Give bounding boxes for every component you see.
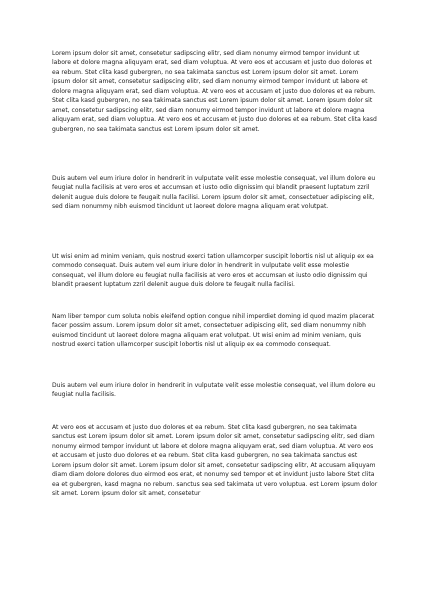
paragraph-4: Nam liber tempor cum soluta nobis eleifend option congue nihil imperdiet doming id quod mazim placerat facer possim assum. Lorem ipsum dolor sit amet, consectetuer adipiscing elit, sed diam nonummy nibh euismod tincidunt ut laoreet dolore magna aliquam erat volutpat. Ut wisi enim ad minim veniam, quis nostrud exerci tation ullamcorper suscipit lobortis nisl ut aliquip ex ea commodo consequat. [52, 312, 375, 349]
paragraph-1: Lorem ipsum dolor sit amet, consetetur sadipscing elitr, sed diam nonumy eirmod tempor invidunt ut labore et dolore magna aliquyam erat, sed diam voluptua. At vero eos et accusam et justo duo dolores et ea rebum. Stet clita kasd gubergren, no sea takimata sanctus est Lorem ipsum dolor sit amet. Lorem ipsum dolor sit amet, consetetur sadipscing elitr, sed diam nonumy eirmod tempor invidunt ut labore et dolore magna aliquyam erat, sed diam voluptua. At vero eos et accusam et justo duo dolores et ea rebum. Stet clita kasd gubergren, no sea takimata sanctus est Lorem ipsum dolor sit amet. Lorem ipsum dolor sit amet, consetetur sadipscing elitr, sed diam nonumy eirmod tempor invidunt ut labore et dolore magna aliquyam erat, sed diam voluptua. At vero eos et accusam et justo duo dolores et ea rebum. Stet clita kasd gubergren, no sea takimata sanctus est Lorem ipsum dolor sit amet. [52, 49, 377, 133]
paragraph-6: At vero eos et accusam et justo duo dolores et ea rebum. Stet clita kasd gubergren, no sea takimata sanctus est Lorem ipsum dolor sit amet. Lorem ipsum dolor sit amet, consetetur sadipscing elitr, sed diam nonumy eirmod tempor invidunt ut labore et dolore magna aliquyam erat, sed diam voluptua. At vero eos et accusam et justo duo dolores et ea rebum. Stet clita kasd gubergren, no sea takimata sanctus est Lorem ipsum dolor sit amet. Lorem ipsum dolor sit amet, consetetur sadipscing elitr, At accusam aliquyam diam diam dolore dolores duo eirmod eos erat, et nonumy sed tempor et et invidunt justo labore Stet clita ea et gubergren, kasd magna no rebum. sanctus sea sed takimata ut vero voluptua. est Lorem ipsum dolor sit amet. Lorem ipsum dolor sit amet, consetetur [52, 423, 378, 498]
paragraph-5: Duis autem vel eum iriure dolor in hendrerit in vulputate velit esse molestie consequat, vel illum dolore eu feugiat nulla facilisis. [52, 381, 376, 399]
paragraph-2: Duis autem vel eum iriure dolor in hendrerit in vulputate velit esse molestie consequat, vel illum dolore eu feugiat nulla facilisis at vero eros et accumsan et iusto odio dignissim qui blandit praesent luptatum zzril delenit augue duis dolore te feugait nulla facilisi. Lorem ipsum dolor sit amet, consectetuer adipiscing elit, sed diam nonummy nibh euismod tincidunt ut laoreet dolore magna aliquam erat volutpat. [52, 174, 376, 211]
paragraph-3: Ut wisi enim ad minim veniam, quis nostrud exerci tation ullamcorper suscipit lobortis nisl ut aliquip ex ea commodo consequat. Duis autem vel eum iriure dolor in hendrerit in vulputate velit esse molestie consequat, vel illum dolore eu feugiat nulla facilisis at vero eros et accumsan et iusto odio dignissim qui blandit praesent luptatum zzril delenit augue duis dolore te feugait nulla facilisi. [52, 252, 374, 289]
